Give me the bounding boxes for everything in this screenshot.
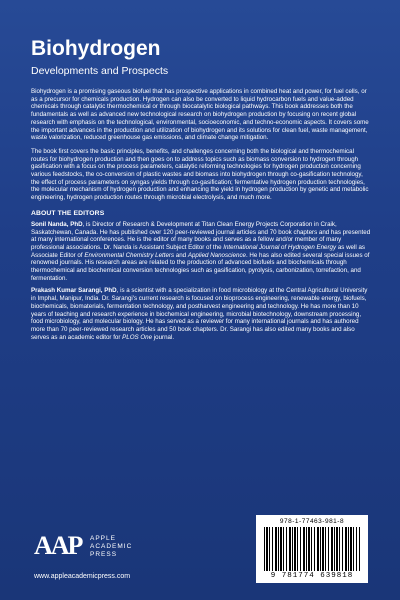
publisher-name: [90, 535, 132, 559]
publisher-name-line: ACADEMIC: [90, 543, 133, 550]
editor-bio-text: journal.: [152, 333, 175, 341]
journal-title: International Journal of Hydrogen Energy: [223, 243, 337, 251]
publisher-logo: [34, 533, 234, 573]
description-paragraph-1: Biohydrogen is a promising gaseous biofuel that has prospective applications in combined heat and power, for fuel cells, or as a precursor for chemicals production. Hydrogen can also be converted to liquid hydrocarbon fuels and value-added chemicals through catalytic thermochemical or through biocatalytic biological pathways. This book addresses both the fundamentals as well as advanced new technological research on biohydrogen production by focusing on recent global research with emphasis on the technological, environmental, socioeconomic, and techno-economic aspects. It covers some the important advances in the production and utilization of biohydrogen and its solutions for clean fuel, waste management, waste valorization, reduced greenhouse gas emissions, and climate change mitigation.: [31, 88, 369, 142]
editor-bio-text: , is Director of Research & Development at Titan Clean Energy Projects Corporation in Craik, Saskatchewan, Canada. He has published over 120 peer-reviewed journal articles and 70 book chapters and has presented at many international conferences. He is the editor of many books and serves as a fellow and/or member of many professional associations. Dr. Nanda is Assistant Subject Editor of the: [31, 220, 371, 251]
isbn-barcode: [256, 515, 368, 583]
editor-bio-nanda: [31, 221, 371, 283]
journal-title: Applied Nanoscience: [187, 251, 246, 259]
editor-bio-text: . He has also edited several special issues of renowned journals. His research areas are related to the production of advanced biofuels and biochemicals through thermochemical and biochemical conversion technologies such as gasification, pyrolysis, carbonization, torrefaction, and fermentation.: [31, 251, 370, 282]
isbn-number: 978-1-77463-981-8: [279, 518, 345, 525]
publisher-logo-mark: AAP: [34, 531, 82, 560]
publisher-website: www.appleacademicpress.com: [34, 573, 131, 580]
editors-heading: ABOUT THE EDITORS: [31, 209, 105, 217]
editor-name: Sonil Nanda, PhD: [31, 220, 83, 228]
barcode-bars: [264, 527, 360, 571]
description-paragraph-2: The book first covers the basic principles, benefits, and challenges concerning both the biological and thermochemical routes for biohydrogen production and then goes on to address topics such as biomass conversion to hydrogen through gasification with a focus on the process parameters, catalytic reforming technologies for hydrogen production concerning various feedstocks, the co-conversion of plastic wastes and biomass into biohydrogen through co-gasification technology, the effect of process parameters on syngas yields through co-gasification; fermentative hydrogen production technologies, the molecular mechanism of hydrogen production and enhancing the yield in hydrogen production by genetic and metabolic engineering, hydrogen production routes through microbial electrolysis, and much more.: [31, 147, 369, 202]
editor-bio-text: , is a scientist with a specialization in food microbiology at the Central Agricultural University in Imphal, Manipur, India. Dr. Sarangi's current research is focused on bioprocess engineering, renewable energy, biofuels, biochemicals, biomaterials, fermentation technology, and postharvest engineering and technology. He has more than 10 years of teaching and research experience in biochemical engineering, microbial biotechnology, downstream processing, food microbiology, and molecular biology. He has served as a reviewer for many international journals and has authored more than 70 peer-reviewed research articles and 50 book chapters. Dr. Sarangi has also edited many books and also serves as an academic editor for: [31, 287, 368, 341]
book-title: Biohydrogen: [31, 37, 161, 60]
cover-content: [31, 37, 371, 346]
publisher-name-line: PRESS: [90, 551, 118, 558]
editor-bio-sarangi: [31, 287, 371, 341]
editor-bio-text: as well as Associate Editor of: [31, 243, 365, 259]
journal-title: Environmental Chemistry Letters: [84, 251, 175, 259]
barcode-digits: 9 781774 639818: [270, 572, 354, 580]
book-subtitle: Developments and Prospects: [31, 65, 169, 77]
editor-bio-text: and: [174, 251, 188, 259]
editor-name: Prakash Kumar Sarangi, PhD: [31, 287, 117, 295]
publisher-name-line: APPLE: [90, 535, 116, 542]
journal-title: PLOS One: [122, 333, 153, 341]
